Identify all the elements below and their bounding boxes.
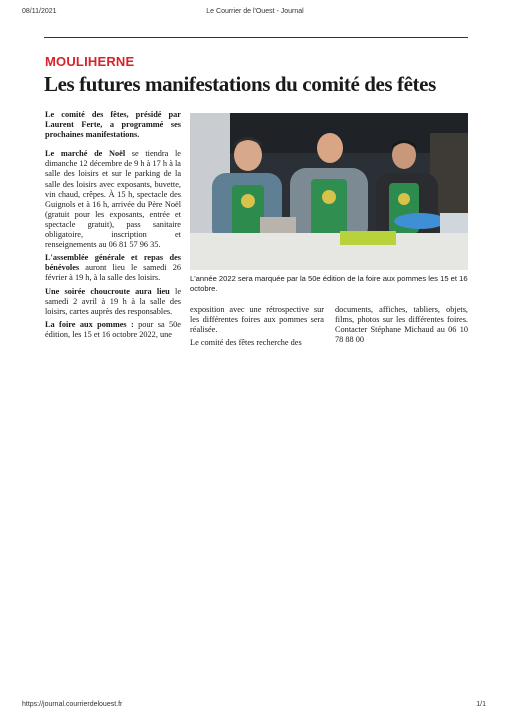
print-date: 08/11/2021 — [22, 8, 57, 15]
paragraph-seeking: Le comité des fêtes recherche des — [190, 338, 302, 348]
paragraph-christmas-market: Le marché de Noël se tiendra le dimanche 12 décembre de 9 h à 17 h à la salle des loisirs et sur le parking de la salle des loisirs avec exposants, buvette, vin chaud, crêpes. À 15 h, spectacle des Guignols et à 16 h, arrivée du Père Noël (gratuit pour les exposants, entrée et spectacle gratuit), pass sanitaire obligatoire, inscription et renseignements au 06 81 57 96 35. — [45, 149, 181, 250]
article-column-3 — [335, 305, 468, 348]
article-kicker: MOULIHERNE — [45, 54, 135, 69]
top-rule — [44, 37, 468, 38]
photo-illustration — [190, 113, 468, 270]
article-column-2 — [190, 305, 324, 351]
article-lead: Le comité des fêtes, présidé par Laurent Ferte, a programmé ses prochaines manifestations. — [45, 110, 181, 140]
page-number: 1/1 — [476, 701, 486, 708]
paragraph-apple-fair: La foire aux pommes : pour sa 50e édition, les 15 et 16 octobre 2022, une — [45, 319, 181, 339]
footer-url[interactable]: https://journal.courrierdelouest.fr — [22, 701, 123, 708]
print-source: Le Courrier de l'Ouest - Journal — [206, 8, 304, 15]
article-title: Les futures manifestations du comité des fêtes — [44, 72, 436, 96]
article-column-1 — [45, 110, 181, 343]
article-photo — [190, 113, 468, 270]
paragraph-exposition: exposition avec une rétrospective sur les différentes foires aux pommes sera réalisée. — [190, 305, 324, 335]
paragraph-general-assembly: L'assemblée générale et repas des bénévoles auront lieu le samedi 26 février à 19 h, à la salle des loisirs. — [45, 253, 181, 283]
photo-caption: L'année 2022 sera marquée par la 50e édition de la foire aux pommes les 15 et 16 octobre. — [190, 274, 468, 293]
paragraph-contact: documents, affiches, tabliers, objets, films, photos sur les différentes foires. Contacter Stéphane Michaud au 06 10 78 88 00 — [335, 305, 468, 345]
paragraph-choucroute: Une soirée choucroute aura lieu le samedi 2 avril à 19 h à la salle des loisirs, cartes auprès des responsables. — [45, 286, 181, 316]
